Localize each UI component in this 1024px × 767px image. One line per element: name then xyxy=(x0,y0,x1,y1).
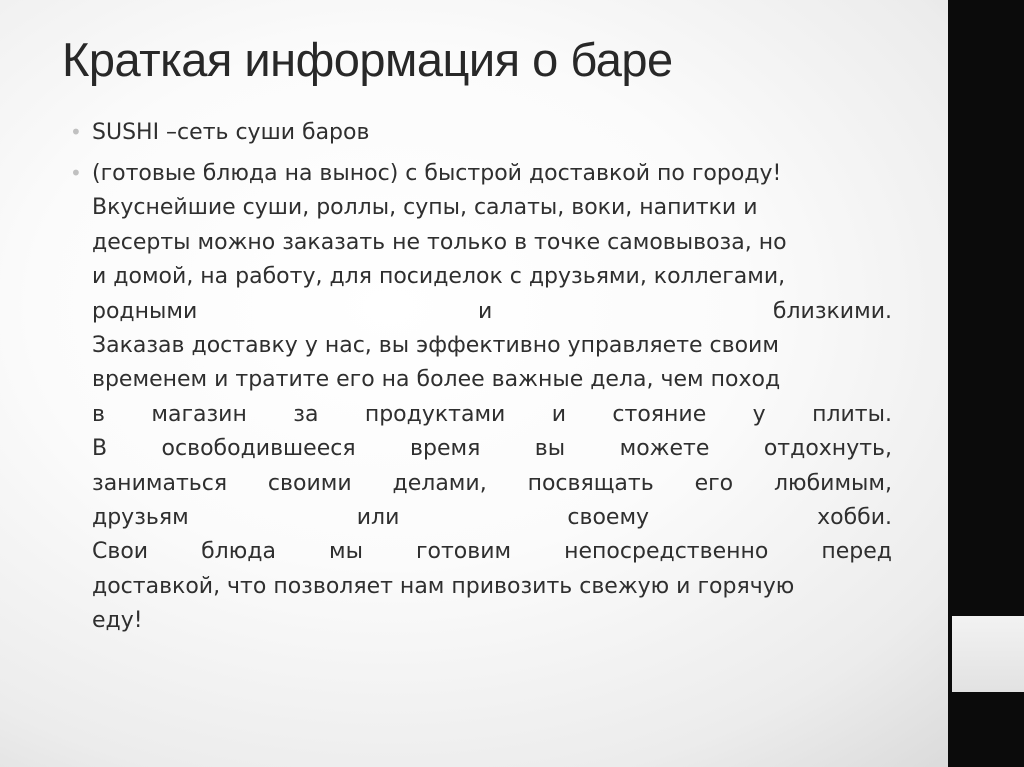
bullet-text: SUSHI –сеть суши баров xyxy=(92,120,370,145)
bullet-list xyxy=(66,116,892,639)
bullet-line: Заказав доставку у нас, вы эффективно управляете своим xyxy=(92,333,779,359)
bullet-line: в магазин за продуктами и стояние у плиты. xyxy=(92,401,892,427)
bullet-line: еду! xyxy=(92,608,143,634)
bullet-line: и домой, на работу, для посиделок с друзьями, коллегами, xyxy=(92,264,786,290)
bullet-line: (готовые блюда на вынос) с быстрой доставкой по городу! xyxy=(92,161,782,186)
bullet-marker-icon: • xyxy=(70,161,82,185)
bullet-line: доставкой, что позволяет нам привозить свежую и горячую xyxy=(92,573,795,599)
bullet-line: друзьям или своему хобби. xyxy=(92,505,892,530)
slide-title: Краткая информация о баре xyxy=(62,33,673,86)
bullet-item-1 xyxy=(66,116,892,149)
bullet-item-2 xyxy=(66,157,892,639)
bullet-line: В освободившееся время вы можете отдохнуть, xyxy=(92,436,892,462)
bullet-line: Вкуснейшие суши, роллы, супы, салаты, воки, напитки и xyxy=(92,195,758,221)
bullet-line: десерты можно заказать не только в точке самовывоза, но xyxy=(92,229,787,255)
bullet-line: Свои блюда мы готовим непосредственно перед xyxy=(92,539,892,565)
bullet-marker-icon: • xyxy=(70,120,82,144)
bullet-line: заниматься своими делами, посвящать его любимым, xyxy=(92,470,892,496)
bullet-line: родными и близкими. xyxy=(92,298,892,324)
side-decor-accent xyxy=(952,616,1024,692)
bullet-line: временем и тратите его на более важные дела, чем поход xyxy=(92,367,781,393)
